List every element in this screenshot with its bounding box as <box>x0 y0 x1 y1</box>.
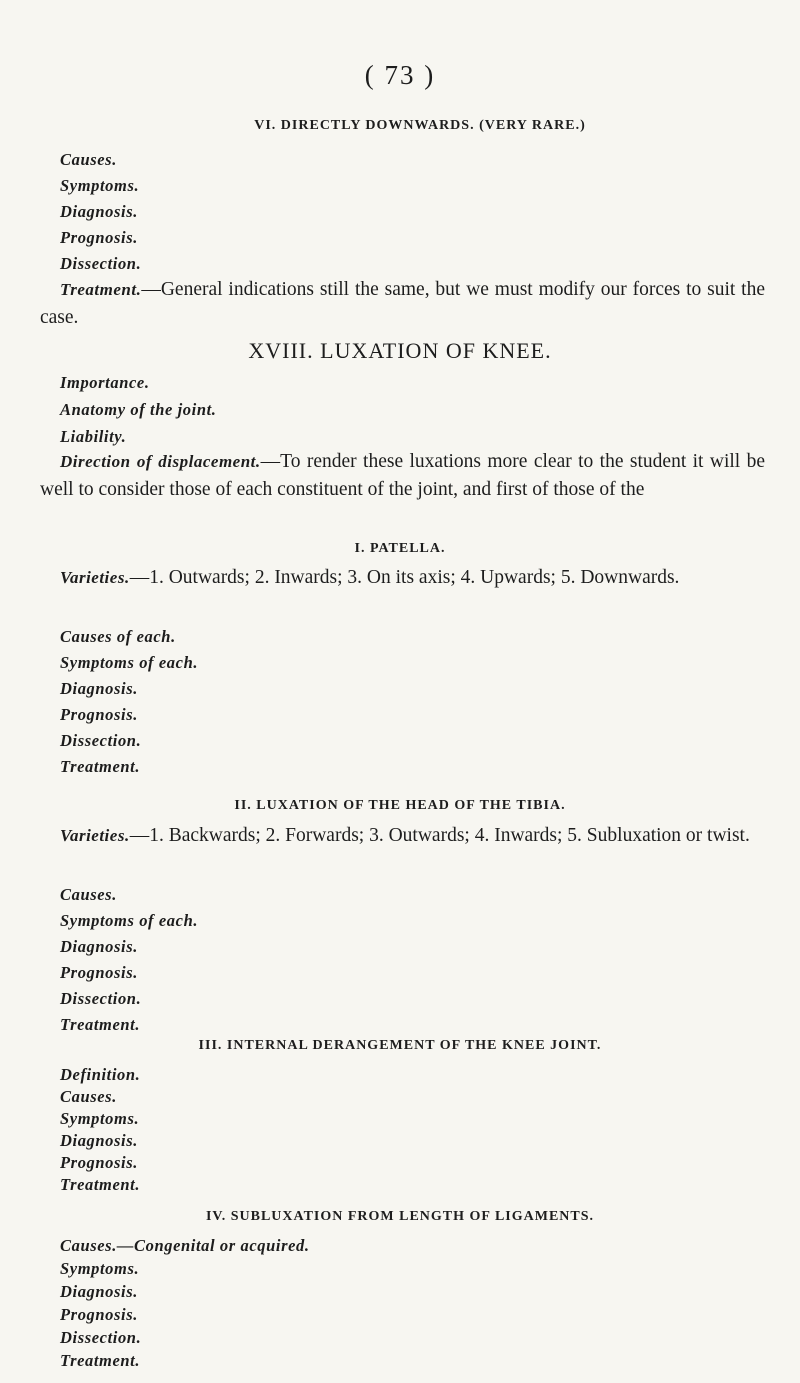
vi-treatment-paragraph <box>40 276 765 332</box>
patella-heading: I. PATELLA. <box>354 541 446 556</box>
patella-item-causes: Causes of each. <box>60 627 176 646</box>
internal-item-prognosis: Prognosis. <box>60 1153 138 1172</box>
xviii-item-liability: Liability. <box>60 427 127 446</box>
internal-heading: III. INTERNAL DERANGEMENT OF THE KNEE JOINT. <box>198 1038 602 1053</box>
tibia-item-causes: Causes. <box>60 885 117 904</box>
xviii-direction-lead: Direction of displacement. <box>60 452 261 471</box>
tibia-varieties-lead: Varieties. <box>60 826 130 845</box>
internal-item-treatment: Treatment. <box>60 1175 141 1194</box>
patella-item-symptoms: Symptoms of each. <box>60 653 199 672</box>
internal-item-definition: Definition. <box>60 1065 141 1084</box>
vi-item-prognosis: Prognosis. <box>60 228 138 247</box>
vi-item-dissection: Dissection. <box>60 254 142 273</box>
xviii-direction-paragraph <box>40 448 765 504</box>
sublux-item-diagnosis: Diagnosis. <box>60 1282 138 1301</box>
patella-varieties-lead: Varieties. <box>60 568 130 587</box>
patella-item-dissection: Dissection. <box>60 731 142 750</box>
sublux-item-dissection: Dissection. <box>60 1328 142 1347</box>
sublux-heading: IV. SUBLUXATION FROM LENGTH OF LIGAMENTS. <box>205 1209 595 1224</box>
vi-item-causes: Causes. <box>60 150 117 169</box>
page-number: ( 73 ) <box>364 60 436 90</box>
sublux-causes: Causes.—Congenital or acquired. <box>60 1236 310 1255</box>
tibia-varieties-text: —1. Backwards; 2. Forwards; 3. Outwards; 4. Inwards; 5. Subluxation or twist. <box>129 825 750 846</box>
xviii-direction-text: —To render these luxations more clear to the student it will be well to consider those of each constituent of the joint, and first of those of the <box>40 451 765 500</box>
vi-treatment-lead: Treatment. <box>60 280 142 299</box>
internal-item-symptoms: Symptoms. <box>60 1109 140 1128</box>
patella-varieties-paragraph <box>40 564 765 592</box>
xviii-item-anatomy: Anatomy of the joint. <box>60 400 217 419</box>
sublux-item-treatment: Treatment. <box>60 1351 141 1370</box>
internal-item-diagnosis: Diagnosis. <box>60 1131 138 1150</box>
vi-item-symptoms: Symptoms. <box>60 176 140 195</box>
patella-item-prognosis: Prognosis. <box>60 705 138 724</box>
patella-item-treatment: Treatment. <box>60 757 141 776</box>
tibia-heading: II. LUXATION OF THE HEAD OF THE TIBIA. <box>234 798 566 813</box>
patella-varieties-text: —1. Outwards; 2. Inwards; 3. On its axis; 4. Upwards; 5. Downwards. <box>129 567 680 588</box>
tibia-item-treatment: Treatment. <box>60 1015 141 1034</box>
tibia-item-prognosis: Prognosis. <box>60 963 138 982</box>
sublux-item-prognosis: Prognosis. <box>60 1305 138 1324</box>
tibia-item-dissection: Dissection. <box>60 989 142 1008</box>
sublux-item-symptoms: Symptoms. <box>60 1259 140 1278</box>
vi-treatment-text: —General indications still the same, but we must modify our forces to suit the case. <box>40 279 765 328</box>
patella-item-diagnosis: Diagnosis. <box>60 679 138 698</box>
xviii-item-importance: Importance. <box>60 373 150 392</box>
tibia-varieties-paragraph <box>40 822 765 850</box>
section-vi-heading: VI. DIRECTLY DOWNWARDS. (VERY RARE.) <box>254 118 586 133</box>
internal-item-causes: Causes. <box>60 1087 117 1106</box>
tibia-item-diagnosis: Diagnosis. <box>60 937 138 956</box>
tibia-item-symptoms: Symptoms of each. <box>60 911 199 930</box>
vi-item-diagnosis: Diagnosis. <box>60 202 138 221</box>
section-xviii-heading: XVIII. LUXATION OF KNEE. <box>248 338 552 363</box>
